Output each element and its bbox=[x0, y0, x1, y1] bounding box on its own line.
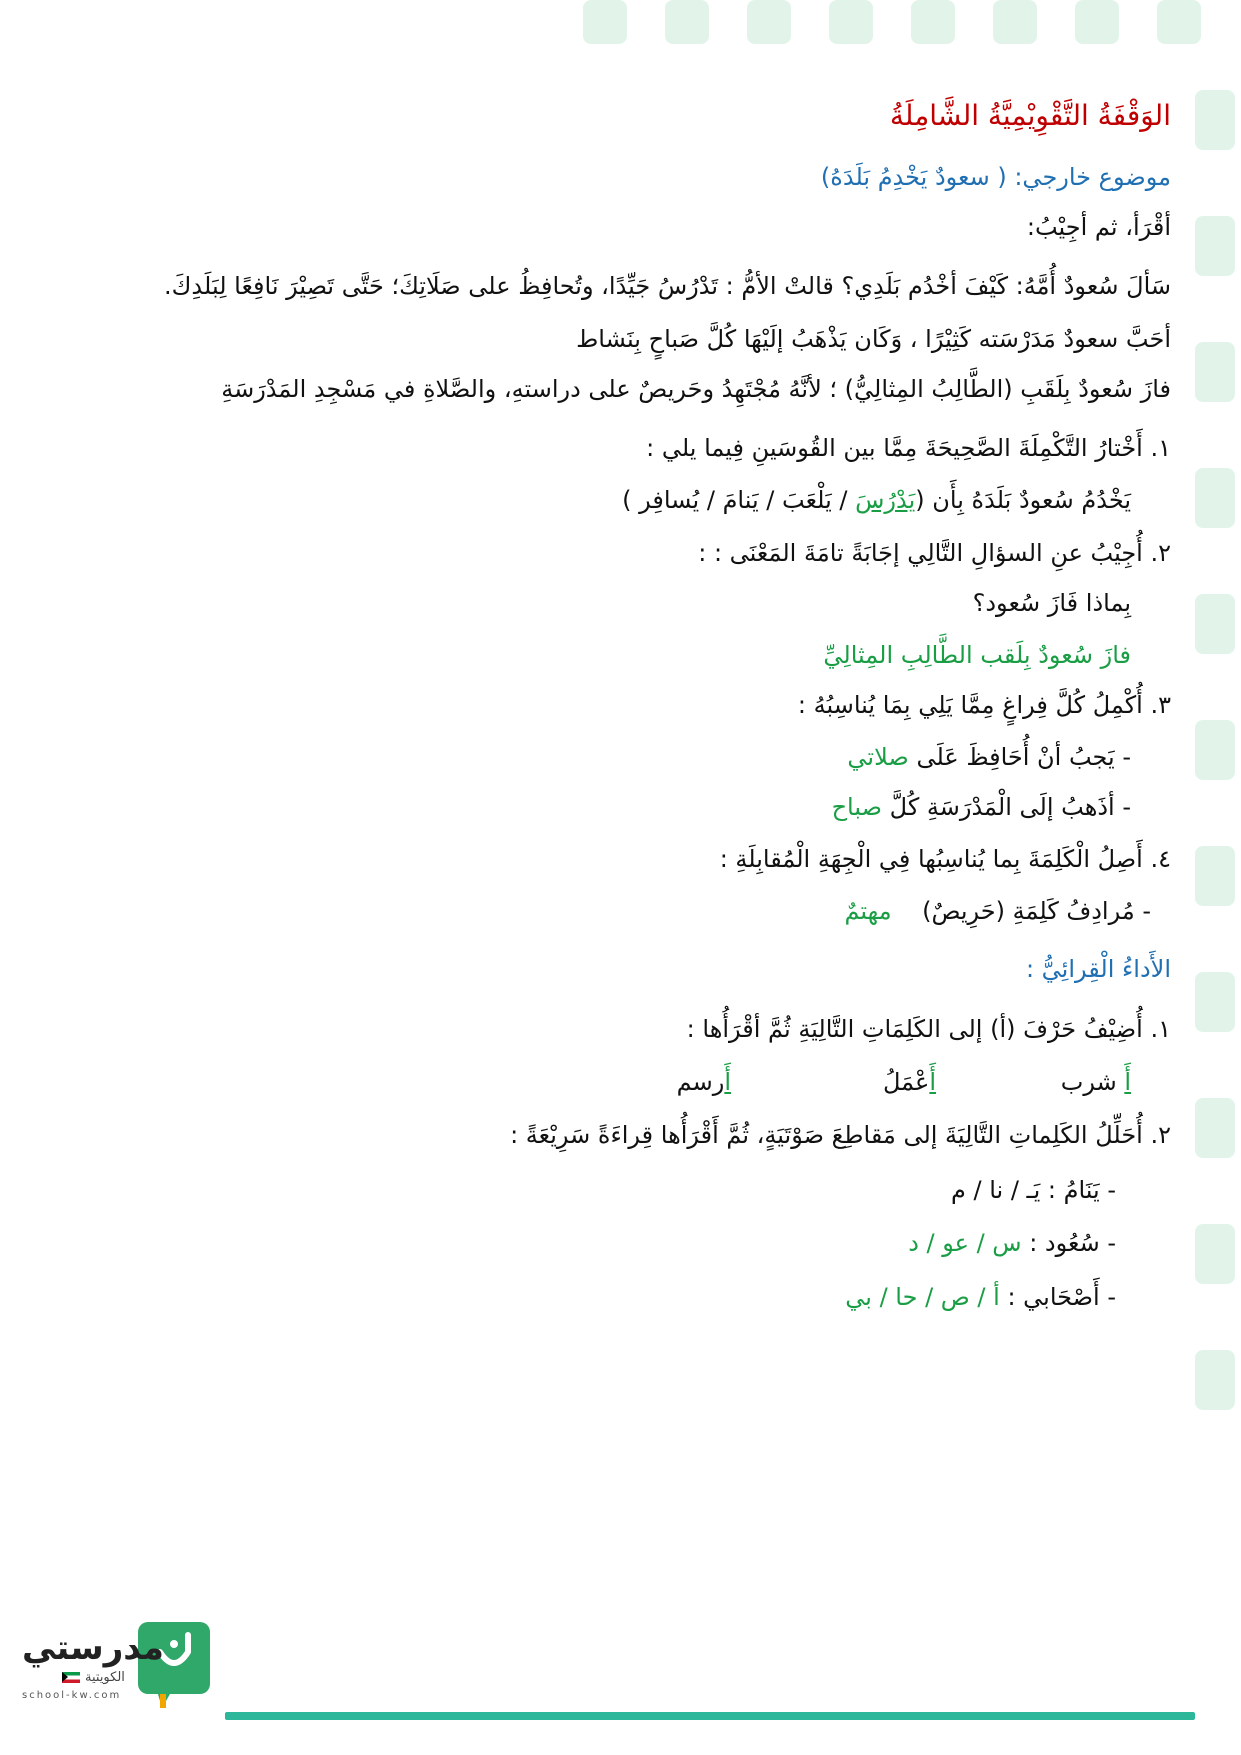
watermark-logo bbox=[747, 0, 791, 44]
reading-item-1: - يَنَامُ : يَـ / نا / م bbox=[951, 1176, 1116, 1204]
question-3-item-1: - يَجبُ أنْ أُحَافِظَ عَلَى صلاتي bbox=[847, 743, 1131, 771]
watermark-logo bbox=[993, 0, 1037, 44]
reading-answer-3: أ / ص / حا / بي bbox=[845, 1283, 1000, 1311]
logo-subtitle: الكويتية bbox=[62, 1670, 125, 1685]
reading-question-1: ١. أُضِيْفُ حَرْفَ (أ) إلى الكَلِمَاتِ التَّالِيَةِ ثُمَّ أقْرَأُها : bbox=[686, 1015, 1171, 1043]
reading-answer-2: س / عو / د bbox=[908, 1229, 1022, 1257]
reading-word-2: أَعْمَلُ bbox=[882, 1068, 936, 1096]
reading-heading: الأَداءُ الْقِرائِيُّ : bbox=[1025, 955, 1171, 983]
question-4-answer: مهتمٌ bbox=[844, 897, 892, 925]
topic-title: موضوع خارجي: ( سعودٌ يَخْدِمُ بَلَدَهُ) bbox=[820, 163, 1171, 191]
passage-line-1: سَألَ سُعودٌ أُمَّهُ: كَيْفَ أخْدُم بَلَدِي؟ قالتْ الأمُّ : تَدْرُسُ جَيِّدًا، وتُحافِظُ على صَلَاتِكَ؛ حَتَّى تَصِيْرَ نَافِعًا لِبَلَدِكَ. bbox=[164, 272, 1171, 300]
instruction: أقْرَأ، ثم أجِيْبُ: bbox=[1026, 213, 1171, 241]
question-2-prompt: بِماذا فَازَ سُعود؟ bbox=[972, 589, 1131, 617]
watermark-column bbox=[1195, 90, 1235, 1410]
question-4: ٤. أَصِلُ الْكَلِمَةَ بِما يُناسِبُها فِي الْجِهَةِ الْمُقابِلَةِ : bbox=[719, 845, 1171, 873]
passage-line-2: أحَبَّ سعودٌ مَدَرْسَته كَثِيْرًا ، وَكَان يَذْهَبُ إلَيْهَا كُلَّ صَباحٍ بِنَشاط bbox=[576, 325, 1171, 353]
question-1-prefix: يَخْدُمُ سُعودٌ بَلَدَهُ بِأَن ( bbox=[915, 486, 1131, 514]
question-4-item: - مُرادِفُ كَلِمَةِ (حَرِيصٌ) مهتمٌ bbox=[844, 897, 1151, 925]
question-1-options bbox=[622, 485, 1131, 516]
reading-word-3: أَرسم bbox=[676, 1068, 731, 1096]
reading-item-2: - سُعُود : س / عو / د bbox=[908, 1229, 1116, 1257]
watermark-strip bbox=[583, 0, 1201, 44]
question-1-answer: يَدْرُسَ bbox=[855, 486, 916, 514]
page-heading: الوَقْفَةُ التَّقْوِيْمِيَّةُ الشَّامِلَةُ bbox=[889, 99, 1171, 132]
kuwait-flag-icon bbox=[62, 1672, 80, 1683]
question-3-answer-1: صلاتي bbox=[847, 743, 909, 771]
question-1: ١. أَخْتارُ التَّكْمِلَةَ الصَّحِيحَةَ مِمَّا بين القُوسَينِ فِيما يلي : bbox=[646, 434, 1171, 462]
logo-name: مدرستي bbox=[22, 1628, 164, 1668]
question-2: ٢. أُجِيْبُ عنِ السؤالِ التَّالِي إجَابَةً تامَةَ المَعْنَى : : bbox=[698, 539, 1171, 567]
question-1-rest: / يَلْعَبَ / يَنامَ / يُسافِر ) bbox=[622, 486, 856, 514]
watermark-logo bbox=[911, 0, 955, 44]
watermark-logo bbox=[665, 0, 709, 44]
reading-item-3: - أَصْحَابي : أ / ص / حا / بي bbox=[845, 1283, 1116, 1311]
watermark-logo bbox=[1075, 0, 1119, 44]
passage-line-3: فازَ سُعودٌ بِلَقَبِ (الطَّالِبُ المِثالِيُّ) ؛ لأنَّهُ مُجْتَهِدُ وحَريصٌ على دراستهِ، والصَّلاةِ في مَسْجِدِ المَدْرَسَةِ bbox=[221, 375, 1171, 403]
question-3: ٣. أُكْمِلُ كُلَّ فِراغٍ مِمَّا يَلِي بِمَا يُناسِبُهُ : bbox=[797, 691, 1171, 719]
reading-word-1: أَ شرب bbox=[1060, 1068, 1131, 1096]
watermark-logo bbox=[1157, 0, 1201, 44]
watermark-logo bbox=[583, 0, 627, 44]
watermark-logo bbox=[829, 0, 873, 44]
reading-question-2: ٢. أُحَلِّلُ الكَلِماتِ التَّالِيَةَ إلى مَقاطِعَ صَوْتَيَةٍ، ثُمَّ أَقْرَأُها قِراءَةً سَرِيْعَةً : bbox=[510, 1121, 1171, 1149]
question-3-answer-2: صباح bbox=[831, 793, 882, 821]
question-2-answer: فازَ سُعودٌ بِلَقب الطَّالِبِ المِثالِيِّ bbox=[823, 641, 1131, 669]
footer-divider bbox=[225, 1712, 1195, 1720]
question-3-item-2: - أذَهبُ إلَى الْمَدْرَسَةِ كُلَّ صباح bbox=[831, 793, 1131, 821]
logo-url: school-kw.com bbox=[22, 1690, 122, 1701]
